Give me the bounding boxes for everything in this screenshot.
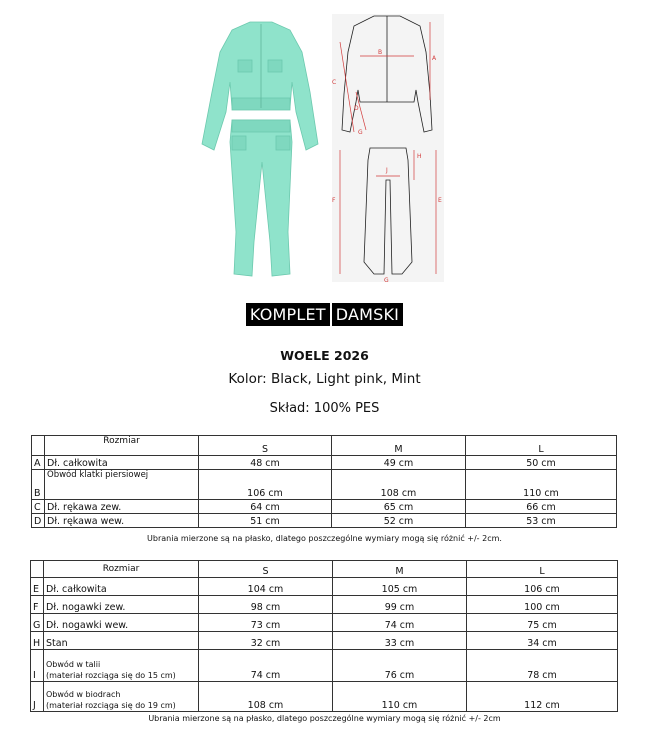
measurement-note-top: Ubrania mierzone są na płasko, dlatego poszczególne wymiary mogą się różnić +/- 2cm. bbox=[147, 534, 502, 543]
cell-m: 52 cm bbox=[332, 514, 466, 528]
row-letter: B bbox=[32, 470, 45, 500]
row-label: Dł. rękawa zew. bbox=[45, 500, 199, 514]
row-label: Dł. nogawki zew. bbox=[44, 596, 199, 614]
row-label-main: Obwód w biodrach bbox=[46, 690, 121, 699]
table-row bbox=[31, 578, 618, 596]
table-row bbox=[31, 682, 618, 712]
cell-m: 74 cm bbox=[333, 614, 467, 632]
cell-l: 50 cm bbox=[466, 456, 617, 470]
cell-l: 66 cm bbox=[466, 500, 617, 514]
sketch-label-d: D bbox=[354, 105, 359, 112]
cell-l: 112 cm bbox=[467, 682, 618, 712]
table-row bbox=[32, 514, 617, 528]
size-table-top bbox=[31, 435, 617, 528]
sketch-label-b: B bbox=[378, 49, 383, 56]
row-label-main: Obwód w talii bbox=[46, 660, 101, 669]
table-header-row bbox=[32, 436, 617, 456]
row-letter: J bbox=[31, 682, 44, 712]
cell-l: 100 cm bbox=[467, 596, 618, 614]
cell-m: 105 cm bbox=[333, 578, 467, 596]
row-label-note: (materiał rozciąga się do 15 cm) bbox=[46, 671, 176, 680]
header-size: Rozmiar bbox=[44, 561, 199, 578]
row-letter: G bbox=[31, 614, 44, 632]
cell-m: 65 cm bbox=[332, 500, 466, 514]
table-row bbox=[31, 614, 618, 632]
header-m: M bbox=[333, 561, 467, 578]
sketch-label-j: J bbox=[386, 167, 388, 174]
cell-s: 51 cm bbox=[199, 514, 332, 528]
cell-m: 108 cm bbox=[332, 470, 466, 500]
row-label: Dł. całkowita bbox=[45, 456, 199, 470]
size-sketch bbox=[326, 12, 448, 284]
composition-line: Skład: 100% PES bbox=[269, 401, 380, 416]
row-label: Dł. rękawa wew. bbox=[45, 514, 199, 528]
row-label: Obwód klatki piersiowej bbox=[45, 470, 199, 500]
cell-s: 108 cm bbox=[199, 682, 333, 712]
table-row bbox=[31, 632, 618, 650]
title-word-2: DAMSKI bbox=[332, 303, 403, 326]
cell-s: 32 cm bbox=[199, 632, 333, 650]
header-m: M bbox=[332, 436, 466, 456]
cell-l: 78 cm bbox=[467, 650, 618, 682]
sketch-label-f: F bbox=[332, 197, 336, 204]
table-row bbox=[32, 456, 617, 470]
cell-m: 49 cm bbox=[332, 456, 466, 470]
cell-m: 99 cm bbox=[333, 596, 467, 614]
header-size: Rozmiar bbox=[45, 436, 199, 456]
cell-s: 64 cm bbox=[199, 500, 332, 514]
header-s: S bbox=[199, 436, 332, 456]
header-l: L bbox=[467, 561, 618, 578]
table-row bbox=[32, 470, 617, 500]
row-letter: F bbox=[31, 596, 44, 614]
measurement-note-bottom: Ubrania mierzone są na płasko, dlatego poszczególne wymiary mogą się różnić +/- 2cm bbox=[148, 714, 501, 723]
cell-m: 33 cm bbox=[333, 632, 467, 650]
cell-l: 110 cm bbox=[466, 470, 617, 500]
cell-s: 73 cm bbox=[199, 614, 333, 632]
table-header-row bbox=[31, 561, 618, 578]
sketch-label-g: G bbox=[358, 129, 363, 136]
product-title bbox=[0, 305, 649, 324]
row-label: Dł. całkowita bbox=[44, 578, 199, 596]
cell-s: 48 cm bbox=[199, 456, 332, 470]
table-row bbox=[32, 500, 617, 514]
row-letter: E bbox=[31, 578, 44, 596]
header-s: S bbox=[199, 561, 333, 578]
table-row bbox=[31, 596, 618, 614]
cell-l: 75 cm bbox=[467, 614, 618, 632]
cell-m: 76 cm bbox=[333, 650, 467, 682]
header-l: L bbox=[466, 436, 617, 456]
row-label-note: (materiał rozciąga się do 19 cm) bbox=[46, 701, 176, 710]
row-label: Dł. nogawki wew. bbox=[44, 614, 199, 632]
row-letter: H bbox=[31, 632, 44, 650]
cell-m: 110 cm bbox=[333, 682, 467, 712]
row-letter: I bbox=[31, 650, 44, 682]
row-label bbox=[44, 650, 199, 682]
title-word-1: KOMPLET bbox=[246, 303, 330, 326]
size-table-bottom bbox=[30, 560, 618, 712]
cell-l: 34 cm bbox=[467, 632, 618, 650]
cell-l: 106 cm bbox=[467, 578, 618, 596]
cell-s: 104 cm bbox=[199, 578, 333, 596]
cell-l: 53 cm bbox=[466, 514, 617, 528]
cell-s: 98 cm bbox=[199, 596, 333, 614]
row-label bbox=[44, 682, 199, 712]
cell-s: 74 cm bbox=[199, 650, 333, 682]
product-code: WOELE 2026 bbox=[280, 348, 369, 363]
table-row bbox=[31, 650, 618, 682]
sketch-label-a: A bbox=[432, 55, 437, 62]
color-line: Kolor: Black, Light pink, Mint bbox=[228, 371, 421, 387]
cell-s: 106 cm bbox=[199, 470, 332, 500]
row-letter: A bbox=[32, 456, 45, 470]
row-letter: D bbox=[32, 514, 45, 528]
row-label: Stan bbox=[44, 632, 199, 650]
sketch-label-e: E bbox=[438, 197, 442, 204]
sketch-label-g2: G bbox=[384, 277, 389, 284]
row-letter: C bbox=[32, 500, 45, 514]
trousers-illustration bbox=[230, 120, 292, 276]
product-photo bbox=[192, 12, 330, 284]
sketch-label-h: H bbox=[417, 153, 422, 160]
sketch-label-c: C bbox=[332, 79, 337, 86]
